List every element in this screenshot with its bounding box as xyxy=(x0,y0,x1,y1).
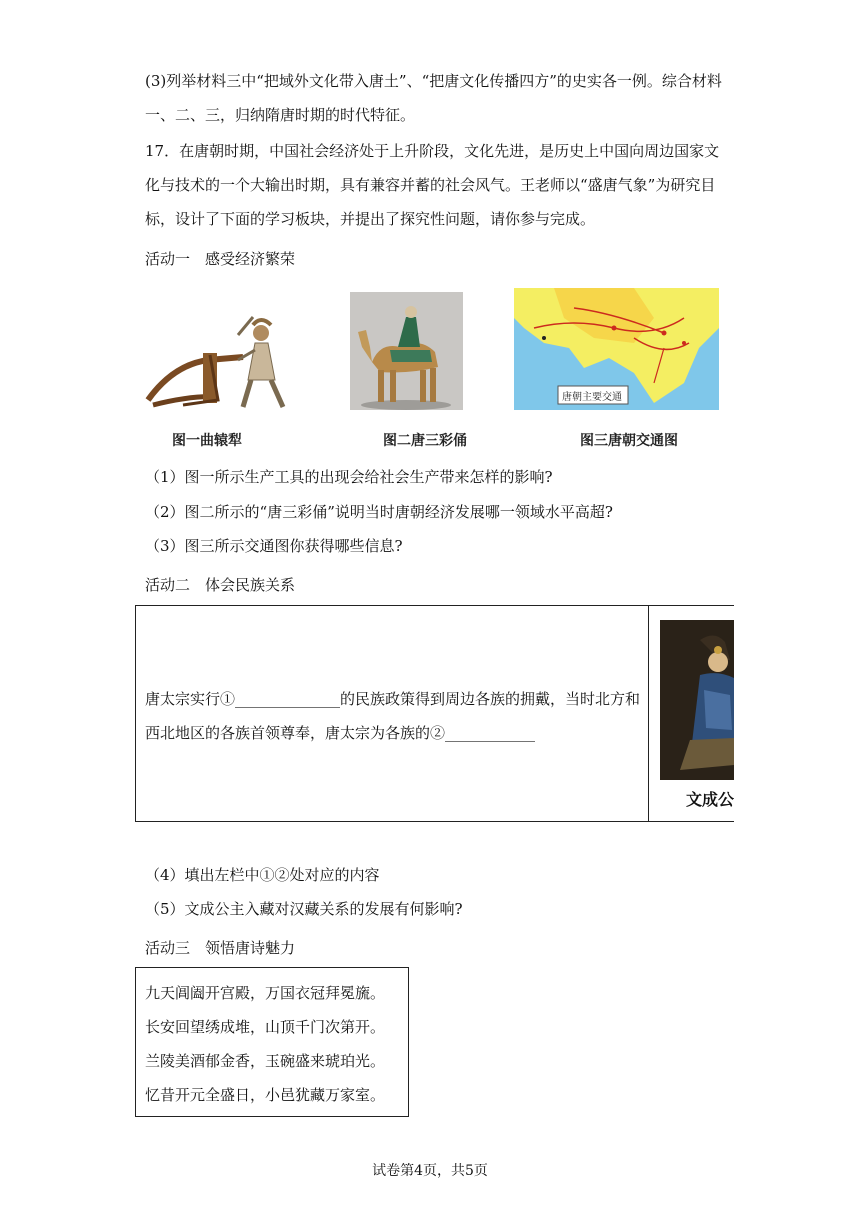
question-17-line-1: 17．在唐朝时期，中国社会经济处于上升阶段，文化先进，是历史上中国向周边国家文 xyxy=(145,142,720,160)
poem-line-1: 九天阊阖开宫殿，万国衣冠拜冕旒。 xyxy=(145,984,386,1002)
activity-3-title: 活动三 领悟唐诗魅力 xyxy=(145,939,296,957)
question-16-3-line-2: 一、二、三，归纳隋唐时期的时代特征。 xyxy=(145,106,416,124)
tang-poem-box xyxy=(135,967,409,1117)
question-1: （1）图一所示生产工具的出现会给社会生产带来怎样的影响? xyxy=(145,468,553,486)
table-text-line-1: 唐太宗实行①______________的民族政策得到周边各族的拥戴，当时北方和 xyxy=(145,690,641,708)
question-17-line-2: 化与技术的一个大输出时期，具有兼容并蓄的社会风气。王老师以“盛唐气象”为研究目 xyxy=(145,176,716,194)
princess-wencheng-image xyxy=(660,620,734,780)
poem-line-4: 忆昔开元全盛日，小邑犹藏万家室。 xyxy=(145,1086,386,1104)
question-5: （5）文成公主入藏对汉藏关系的发展有何影响? xyxy=(145,900,463,918)
question-4: （4）填出左栏中①②处对应的内容 xyxy=(145,866,380,884)
question-17-line-3: 标，设计了下面的学习板块，并提出了探究性问题，请你参与完成。 xyxy=(145,210,596,228)
question-2: （2）图二所示的“唐三彩俑”说明当时唐朝经济发展哪一领域水平高超? xyxy=(145,503,613,521)
ethnic-relations-table xyxy=(135,605,734,822)
tang-sancai-figure xyxy=(350,292,463,410)
activity-2-title: 活动二 体会民族关系 xyxy=(145,576,296,594)
activity-1-title: 活动一 感受经济繁荣 xyxy=(145,250,296,268)
figure-3-caption: 图三唐朝交通图 xyxy=(580,433,678,449)
plough-figure xyxy=(143,305,298,415)
princess-caption: 文成公 xyxy=(686,790,735,809)
figure-1-caption: 图一曲辕犁 xyxy=(172,433,242,449)
map-legend-label: 唐朝主要交通 xyxy=(562,392,622,403)
question-16-3-line-1: (3)列举材料三中“把域外文化带入唐土”、“把唐文化传播四方”的史实各一例。综合材料 xyxy=(145,72,722,90)
table-text-line-2: 西北地区的各族首领尊奉，唐太宗为各族的②____________ xyxy=(145,724,536,742)
question-3: （3）图三所示交通图你获得哪些信息? xyxy=(145,537,403,555)
table-divider xyxy=(648,606,649,821)
figure-2-caption: 图二唐三彩俑 xyxy=(383,433,467,449)
tang-transport-map xyxy=(514,288,719,410)
poem-line-3: 兰陵美酒郁金香，玉碗盛来琥珀光。 xyxy=(145,1052,386,1070)
page-footer: 试卷第4页，共5页 xyxy=(372,1163,488,1179)
poem-line-2: 长安回望绣成堆，山顶千门次第开。 xyxy=(145,1018,386,1036)
